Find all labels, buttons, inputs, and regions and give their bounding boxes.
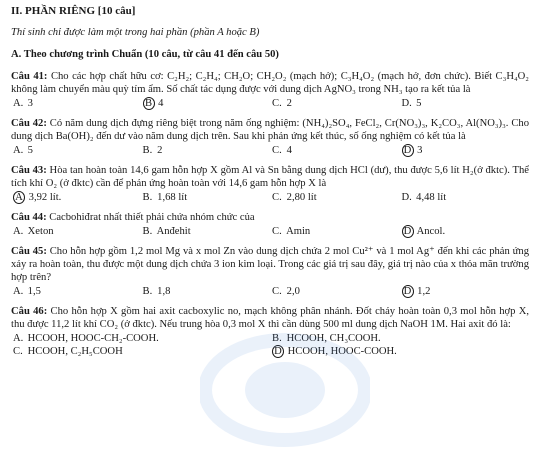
- answer-letter: C.: [272, 145, 282, 156]
- answer-letter: C.: [272, 226, 282, 237]
- answer-text: 3: [25, 98, 33, 109]
- answer-text: 4: [155, 98, 164, 109]
- circled-answer-letter: D: [402, 285, 414, 298]
- question-stem: [11, 164, 529, 190]
- answer-letter: A.: [13, 226, 24, 237]
- section-title: II. PHẦN RIÊNG [10 câu]: [11, 5, 136, 17]
- question-text: Cho hỗn hợp gồm 1,2 mol Mg và x mol Zn vào dung dịch chứa 2 mol Cu²⁺ và 1 mol Ag⁺ đến khi các phản ứng xảy ra hoàn toàn, thu được một dung dịch chứa 3 ion kim loại. Trong các giá trị sau đây, giá trị nào của x thỏa mãn trường hợp trên?: [11, 246, 530, 283]
- answer-option-b[interactable]: [141, 144, 271, 157]
- instruction-text: Thí sinh chỉ được làm một trong hai phần (phần A hoặc B): [11, 27, 260, 38]
- answer-letter: B.: [272, 333, 282, 344]
- circled-answer-letter: D: [272, 345, 284, 358]
- answer-options: [11, 225, 529, 238]
- question-45: [11, 245, 529, 298]
- answer-options: [11, 97, 529, 110]
- answer-letter: A.: [13, 98, 24, 109]
- answer-text: 1,68 lít: [154, 192, 188, 203]
- answer-text: 1,5: [25, 286, 41, 297]
- answer-text: 4,48 lít: [413, 192, 447, 203]
- answer-option-d[interactable]: [270, 345, 529, 358]
- answer-letter: C.: [13, 346, 23, 357]
- answer-option-a[interactable]: [11, 332, 270, 345]
- answer-letter: C.: [272, 192, 282, 203]
- question-number: Câu 42:: [11, 118, 47, 129]
- answer-option-c[interactable]: [270, 225, 400, 238]
- answer-letter: D.: [401, 192, 412, 203]
- answer-option-d[interactable]: [400, 285, 530, 298]
- answer-text: 5: [25, 145, 33, 156]
- question-43: [11, 164, 529, 204]
- answer-text: 3: [414, 145, 423, 156]
- answer-letter: B.: [142, 226, 153, 237]
- answer-options: [11, 332, 529, 358]
- answer-text: HCOOH, CH₃COOH.: [284, 333, 381, 344]
- question-number: Câu 46:: [11, 306, 48, 317]
- question-list: [11, 70, 529, 358]
- answer-text: HCOOH, C₂H₅COOH: [25, 346, 123, 357]
- answer-letter: A.: [13, 333, 24, 344]
- question-stem: [11, 70, 529, 96]
- answer-option-c[interactable]: [270, 144, 400, 157]
- question-stem: [11, 305, 529, 331]
- answer-option-a[interactable]: [11, 144, 141, 157]
- answer-option-b[interactable]: [141, 97, 271, 110]
- question-text: Cho hỗn hợp X gồm hai axit cacboxylic no, mạch không phân nhánh. Đốt cháy hoàn toàn 0,3 mol hỗn hợp X, thu được 11,2 lít khí CO₂ (ở đktc). Nếu trung hòa 0,3 mol X thì cần dùng 500 ml dung dịch NaOH 1M. Hai axit đó là:: [11, 306, 529, 330]
- answer-option-b[interactable]: [141, 285, 271, 298]
- answer-option-b[interactable]: [141, 191, 271, 204]
- answer-text: 1,8: [154, 286, 171, 297]
- answer-option-a[interactable]: [11, 285, 141, 298]
- answer-text: Anđehit: [154, 226, 191, 237]
- circled-answer-letter: A: [13, 191, 25, 204]
- document-page: [11, 5, 529, 365]
- answer-letter: A.: [13, 145, 24, 156]
- answer-text: 1,2: [414, 286, 431, 297]
- answer-letter: C.: [272, 286, 282, 297]
- answer-option-c[interactable]: [270, 97, 400, 110]
- question-44: [11, 211, 529, 238]
- answer-option-c[interactable]: [11, 345, 270, 358]
- question-number: Câu 41:: [11, 71, 48, 82]
- answer-text: 3,92 lít.: [26, 192, 62, 203]
- question-text: Hòa tan hoàn toàn 14,6 gam hỗn hợp X gồm Al và Sn bằng dung dịch HCl (dư), thu được 5,6 lít H₂(ở đktc). Thể tích khí O₂ (ở đktc) cần để phản ứng hoàn toàn với 14,6 gam hỗn hợp X là: [11, 165, 529, 189]
- answer-option-d[interactable]: [400, 97, 530, 110]
- answer-letter: B.: [142, 192, 153, 203]
- part-title: A. Theo chương trình Chuẩn (10 câu, từ câu 41 đến câu 50): [11, 49, 279, 60]
- circled-answer-letter: D: [402, 144, 414, 157]
- answer-text: 4: [284, 145, 292, 156]
- question-text: Có năm dung dịch đựng riêng biệt trong năm ống nghiệm: (NH₄)₂SO₄, FeCl₂, Cr(NO₃)₃, K₂CO₃, Al(NO₃)₃. Cho dung dịch Ba(OH)₂ đến dư vào năm dung dịch trên. Sau khi phản ứng kết thúc, số ống nghiệm có kết tủa là: [11, 118, 530, 142]
- answer-options: [11, 144, 529, 157]
- answer-text: HCOOH, HOOC-COOH.: [285, 346, 397, 357]
- answer-option-c[interactable]: [270, 285, 400, 298]
- question-46: [11, 305, 529, 358]
- answer-option-b[interactable]: [270, 332, 529, 345]
- answer-letter: B.: [142, 286, 153, 297]
- answer-option-d[interactable]: [400, 144, 530, 157]
- answer-option-a[interactable]: [11, 97, 141, 110]
- answer-text: HCOOH, HOOC-CH₂-COOH.: [25, 333, 159, 344]
- answer-text: 2,80 lít: [284, 192, 317, 203]
- answer-letter: B.: [142, 145, 153, 156]
- question-stem: [11, 117, 529, 143]
- answer-option-d[interactable]: [400, 225, 530, 238]
- circled-answer-letter: B: [143, 97, 155, 110]
- answer-text: 2: [284, 98, 292, 109]
- answer-text: 5: [413, 98, 422, 109]
- question-text: Cacbohiđrat nhất thiết phải chứa nhóm chức của: [46, 212, 255, 223]
- question-stem: [11, 245, 529, 284]
- answer-letter: D.: [401, 98, 412, 109]
- answer-text: Xeton: [25, 226, 54, 237]
- answer-options: [11, 285, 529, 298]
- circled-answer-letter: D: [402, 225, 414, 238]
- question-number: Câu 45:: [11, 246, 47, 257]
- answer-option-b[interactable]: [141, 225, 271, 238]
- question-41: [11, 70, 529, 110]
- question-stem: [11, 211, 529, 224]
- answer-option-d[interactable]: [400, 191, 530, 204]
- answer-option-a[interactable]: [11, 225, 141, 238]
- answer-text: 2,0: [284, 286, 300, 297]
- answer-options: [11, 191, 529, 204]
- question-42: [11, 117, 529, 157]
- question-number: Câu 43:: [11, 165, 47, 176]
- answer-text: Amin: [284, 226, 311, 237]
- answer-letter: C.: [272, 98, 282, 109]
- answer-text: Ancol.: [414, 226, 446, 237]
- answer-option-a[interactable]: [11, 191, 141, 204]
- answer-option-c[interactable]: [270, 191, 400, 204]
- answer-letter: A.: [13, 286, 24, 297]
- answer-text: 2: [154, 145, 163, 156]
- question-text: Cho các hợp chất hữu cơ: C₂H₂; C₂H₄; CH₂O; CH₂O₂ (mạch hở); C₃H₄O₂ (mạch hở, đơn chức). Biết C₃H₄O₂ không làm chuyển màu quỳ tím ẩm. Số chất tác dụng được với dung dịch AgNO₃ trong NH₃ tạo ra kết tủa là: [11, 71, 530, 95]
- question-number: Câu 44:: [11, 212, 47, 223]
